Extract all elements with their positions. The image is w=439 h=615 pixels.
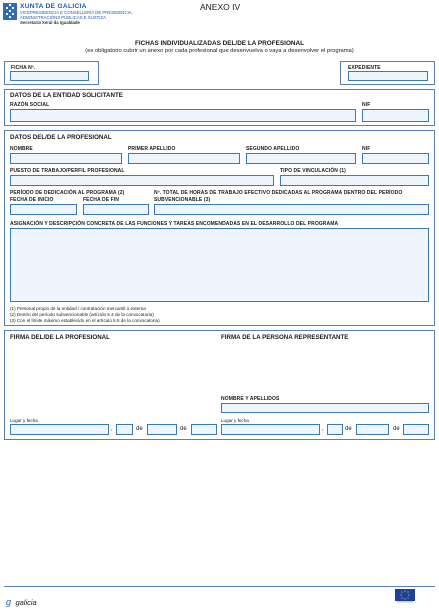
firma-profesional-title: FIRMA DEL/DE LA PROFESIONAL [10, 334, 110, 341]
org-secretaria: Secretaría Xeral da Igualdade [20, 20, 80, 25]
de-label-left-2: de [180, 426, 187, 432]
profesional-nif-label: NIF [362, 146, 371, 152]
horas-label-line2: SUBVENCIONABLE (3) [154, 197, 211, 203]
lugar-field-right[interactable] [221, 424, 320, 435]
apellido2-label: SEGUNDO APELLIDO [246, 146, 300, 152]
dia-field-left[interactable] [116, 424, 133, 435]
periodo-label: PERÍODO DE DEDICACIÓN AL PROGRAMA (2) [10, 190, 125, 196]
puesto-label: PUESTO DE TRABAJO/PERFIL PROFESIONAL [10, 168, 125, 174]
razon-social-field[interactable] [10, 109, 356, 122]
fecha-inicio-label: FECHA DE INICIO [10, 197, 54, 203]
vinculacion-field[interactable] [280, 175, 429, 186]
nombre-apellidos-label: NOMBRE Y APELLIDOS [221, 396, 280, 402]
entidad-title: DATOS DE LA ENTIDAD SOLICITANTE [10, 92, 123, 99]
org-ministry-1: VICEPRESIDENCIA E CONSELLERÍA DE PRESIDENCIA, [20, 10, 133, 15]
annex-label: ANEXO IV [200, 2, 241, 12]
de-label-left-1: de [136, 426, 143, 432]
lugar-fecha-label-left: Lugar y fecha [10, 418, 38, 423]
eu-logo [395, 589, 415, 603]
apellido2-field[interactable] [246, 153, 356, 164]
header-org [20, 3, 180, 25]
xunta-logo [3, 3, 17, 20]
apellido1-label: PRIMER APELLIDO [128, 146, 176, 152]
ficha-field[interactable] [10, 71, 89, 81]
footer-rule [4, 586, 435, 587]
fecha-fin-field[interactable] [83, 204, 149, 215]
form-subtitle: (es obligatorio cubrir un anexo por cada profesional que desenvuelva o vaya a desenvolver el programa) [85, 48, 354, 54]
expediente-field[interactable] [348, 71, 428, 81]
org-name: XUNTA DE GALICIA [20, 3, 87, 10]
footnote-1: (1) Personal propio de la entidad / contratación mercantil o externa [10, 306, 146, 311]
anio-field-right[interactable] [403, 424, 429, 435]
nombre-field[interactable] [10, 153, 122, 164]
razon-social-label: RAZÓN SOCIAL [10, 102, 50, 108]
entidad-nif-field[interactable] [362, 109, 429, 122]
form-title: FICHAS INDIVIDUALIZADAS DEL/DE LA PROFESIONAL [134, 40, 305, 47]
galicia-logo-text: galicia [15, 598, 37, 607]
fecha-fin-label: FECHA DE FIN [83, 197, 120, 203]
anio-field-left[interactable] [191, 424, 217, 435]
eu-flag-icon [395, 589, 415, 603]
comma-left: , [111, 426, 113, 432]
footnote-3: (3) Con el límite máximo establecido en el artículo 5.5 de la convocatoria) [10, 318, 160, 323]
profesional-title: DATOS DEL/DE LA PROFESIONAL [10, 134, 112, 141]
vinculacion-label: TIPO DE VINCULACIÓN (1) [280, 168, 346, 174]
footnote-2: (2) Dentro del período subvencionable (artículo 5.4 de la convocatoria) [10, 312, 154, 317]
lugar-field-left[interactable] [10, 424, 109, 435]
galicia-logo [6, 592, 37, 610]
mes-field-left[interactable] [147, 424, 177, 435]
profesional-nif-field[interactable] [362, 153, 429, 164]
de-label-right-1: de [345, 426, 352, 432]
expediente-label: EXPEDIENTE [348, 65, 381, 71]
galicia-swirl-icon: ɡ [6, 597, 12, 607]
entidad-nif-label: NIF [362, 102, 371, 108]
nombre-apellidos-field[interactable] [221, 403, 429, 413]
firma-representante-title: FIRMA DE LA PERSONA REPRESENTANTE [221, 334, 349, 341]
ficha-label: FICHA Nº. [11, 65, 36, 71]
org-ministry-2: ADMINISTRACIÓNS PÚBLICAS E XUSTIZA [20, 15, 106, 20]
dia-field-right[interactable] [327, 424, 343, 435]
xunta-emblem-icon [3, 3, 17, 20]
nombre-label: NOMBRE [10, 146, 33, 152]
horas-field[interactable] [154, 204, 429, 215]
apellido1-field[interactable] [128, 153, 240, 164]
mes-field-right[interactable] [356, 424, 389, 435]
de-label-right-2: de [393, 426, 400, 432]
comma-right: , [322, 426, 324, 432]
puesto-field[interactable] [10, 175, 274, 186]
horas-label-line1: Nº. TOTAL DE HORAS DE TRABAJO EFECTIVO DEDICADAS AL PROGRAMA DENTRO DEL PERÍODO [154, 190, 403, 196]
asignacion-field[interactable] [10, 228, 429, 302]
lugar-fecha-label-right: Lugar y fecha [221, 418, 249, 423]
fecha-inicio-field[interactable] [10, 204, 77, 215]
asignacion-label: ASIGNACIÓN Y DESCRIPCIÓN CONCRETA DE LAS FUNCIONES Y TAREAS ENCOMENDADAS EN EL DESARROLLO DEL PROGRAMA [10, 221, 339, 227]
